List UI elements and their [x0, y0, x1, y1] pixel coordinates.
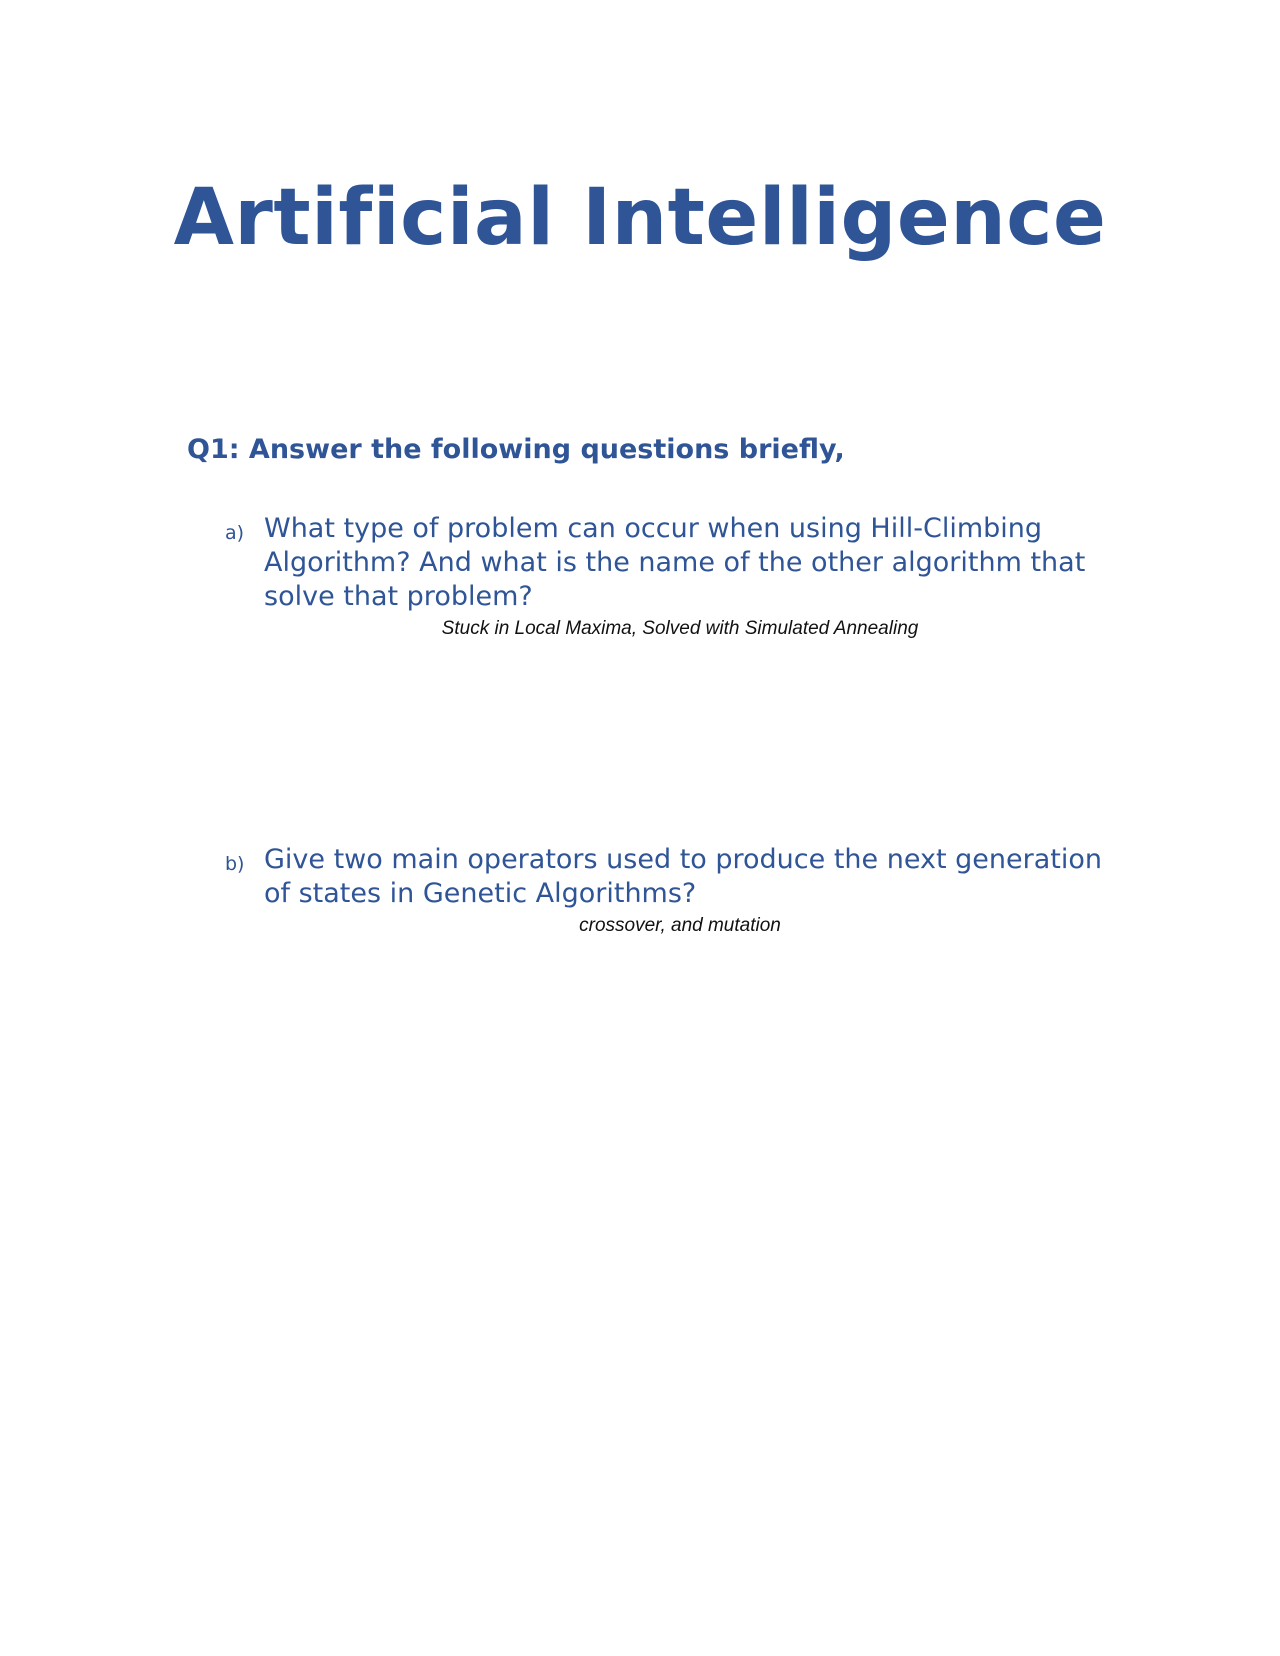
document-title: Artificial Intelligence: [173, 173, 1107, 263]
question-marker: a): [225, 522, 245, 544]
answer-text: crossover, and mutation: [579, 915, 781, 936]
question-text: Give two main operators used to produce the next generation of states in Genetic Algorithms?: [264, 844, 1102, 909]
question-item-b: [225, 843, 1125, 943]
section-heading: Q1: Answer the following questions briefly,: [187, 434, 845, 465]
answer-text: Stuck in Local Maxima, Solved with Simulated Annealing: [441, 618, 919, 639]
question-marker: b): [225, 853, 245, 875]
question-text: What type of problem can occur when using Hill-Climbing Algorithm? And what is the name of the other algorithm that solve that problem?: [264, 513, 1086, 612]
question-item-a: [225, 512, 1125, 642]
